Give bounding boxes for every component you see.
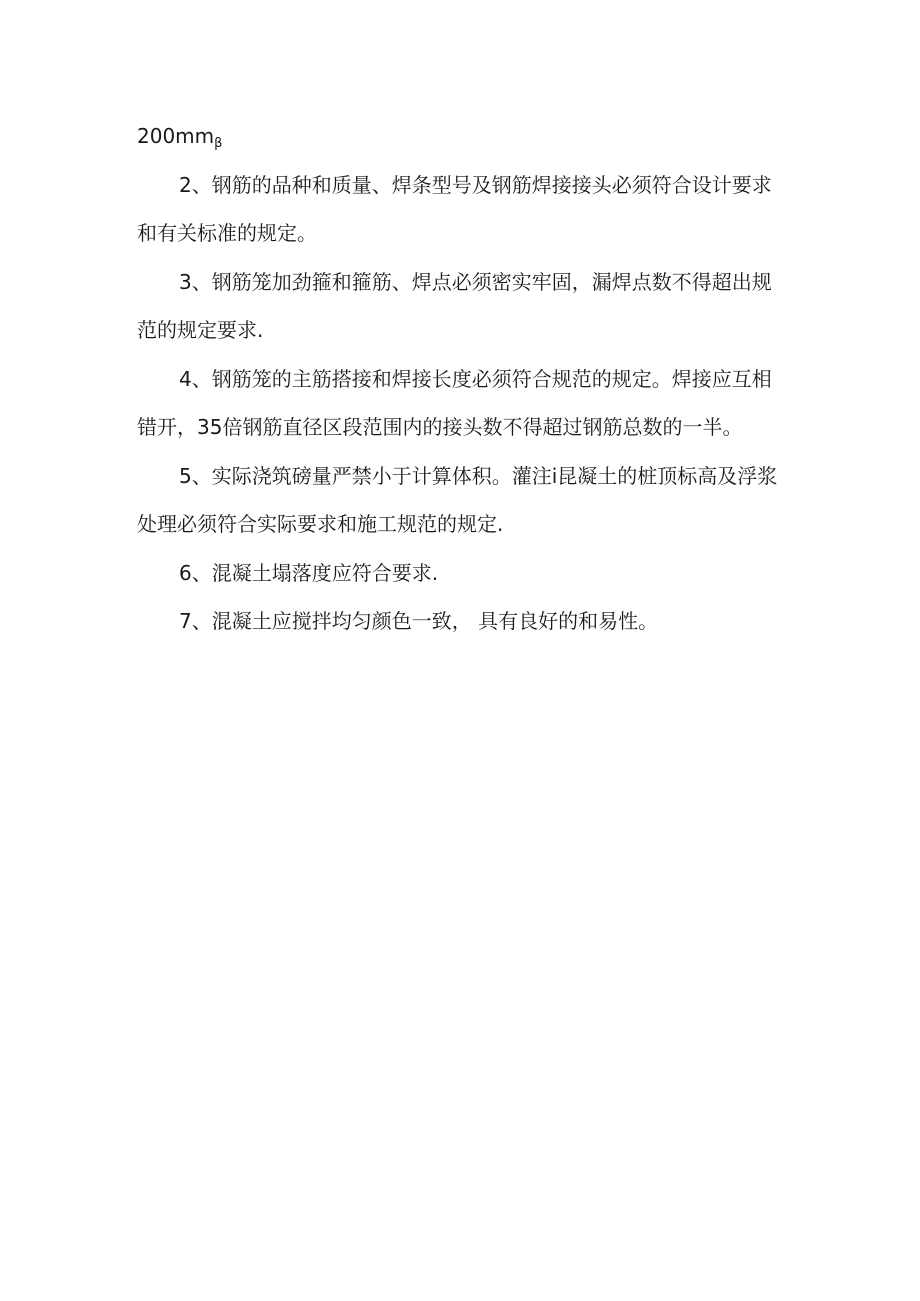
list-item-2-line-1: 2、钢筋的品种和质量、焊条型号及钢筋焊接接头必须符合设计要求 xyxy=(179,172,772,197)
text-line-continuation xyxy=(137,112,787,161)
list-item-6: 6、混凝土塌落度应符合要求. xyxy=(179,560,439,585)
list-item-2-line-2: 和有关标准的规定。 xyxy=(137,221,317,245)
list-item-5-line-2: 处理必须符合实际要求和施工规范的规定. xyxy=(137,512,504,536)
list-item-5-line-1: 5、实际浇筑磅量严禁小于计算体积。灌注i昆凝土的桩顶标高及浮浆 xyxy=(179,463,778,488)
line-subscript: β xyxy=(214,136,223,151)
list-item-4-line-1: 4、钢筋笼的主筋搭接和焊接长度必须符合规范的规定。焊接应互相 xyxy=(179,366,772,391)
list-item-3-line-1: 3、钢筋笼加劲箍和箍筋、焊点必须密实牢固，漏焊点数不得超出规 xyxy=(179,269,772,294)
document-body xyxy=(137,112,787,646)
list-item-4-line-2: 错开，35倍钢筋直径区段范围内的接头数不得超过钢筋总数的一半。 xyxy=(137,415,743,439)
line-text: 200mm xyxy=(137,124,215,148)
list-item-7: 7、混凝土应搅拌均匀颜色一致， 具有良好的和易性。 xyxy=(179,609,659,633)
list-item-3-line-2: 范的规定要求. xyxy=(137,318,264,342)
